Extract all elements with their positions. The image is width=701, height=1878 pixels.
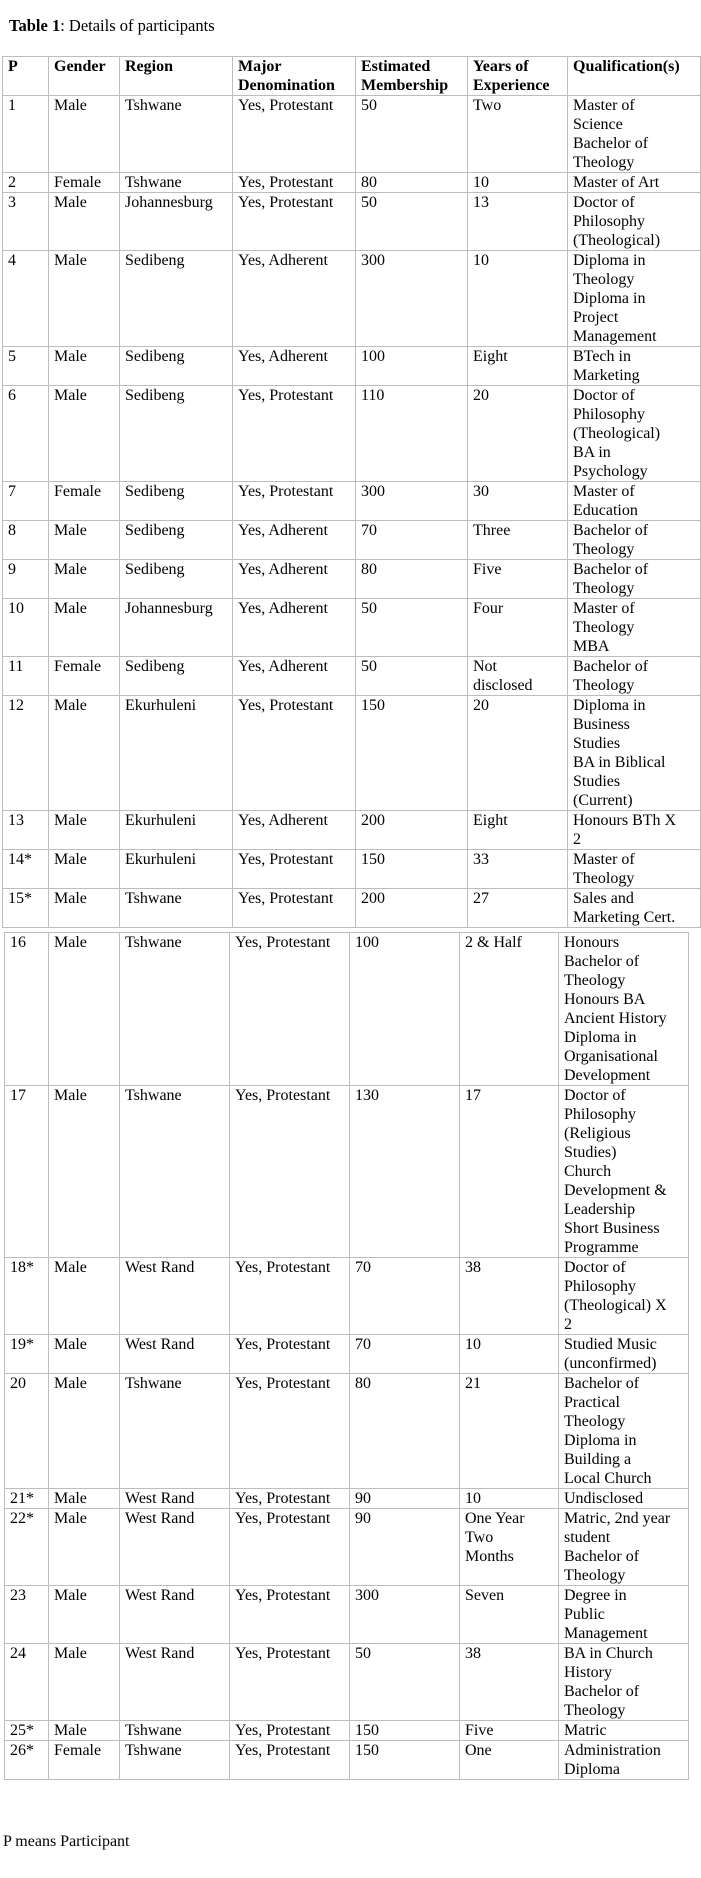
cell-denomination: Yes, Adherent bbox=[233, 251, 356, 347]
cell-membership: 150 bbox=[350, 1721, 460, 1741]
table-row bbox=[3, 657, 701, 696]
cell-gender: Male bbox=[49, 696, 120, 811]
table-caption-label: Table 1 bbox=[9, 16, 61, 35]
table-row bbox=[5, 1374, 689, 1489]
cell-qualifications: Diploma in Business Studies BA in Biblical Studies (Current) bbox=[568, 696, 701, 811]
cell-qualifications: Doctor of Philosophy (Theological) X 2 bbox=[559, 1258, 689, 1335]
cell-gender: Female bbox=[49, 173, 120, 193]
cell-participant: 21* bbox=[5, 1489, 49, 1509]
cell-gender: Male bbox=[49, 1586, 120, 1644]
cell-denomination: Yes, Protestant bbox=[233, 482, 356, 521]
cell-region: Johannesburg bbox=[120, 599, 233, 657]
cell-denomination: Yes, Protestant bbox=[230, 1644, 350, 1721]
cell-participant: 5 bbox=[3, 347, 49, 386]
cell-experience: Seven bbox=[460, 1586, 559, 1644]
cell-qualifications: Bachelor of Theology bbox=[568, 560, 701, 599]
cell-gender: Male bbox=[49, 1258, 120, 1335]
cell-experience: 30 bbox=[468, 482, 568, 521]
cell-gender: Male bbox=[49, 521, 120, 560]
cell-membership: 150 bbox=[350, 1741, 460, 1780]
cell-membership: 90 bbox=[350, 1509, 460, 1586]
cell-qualifications: Master of Theology bbox=[568, 850, 701, 889]
cell-qualifications: Honours BTh X 2 bbox=[568, 811, 701, 850]
cell-qualifications: Honours Bachelor of Theology Honours BA Ancient History Diploma in Organisational Development bbox=[559, 933, 689, 1086]
cell-membership: 100 bbox=[356, 347, 468, 386]
cell-participant: 14* bbox=[3, 850, 49, 889]
cell-region: Tshwane bbox=[120, 1721, 230, 1741]
cell-participant: 11 bbox=[3, 657, 49, 696]
table-row bbox=[3, 889, 701, 928]
cell-region: Tshwane bbox=[120, 1086, 230, 1258]
cell-participant: 18* bbox=[5, 1258, 49, 1335]
cell-membership: 300 bbox=[350, 1586, 460, 1644]
cell-experience: 17 bbox=[460, 1086, 559, 1258]
cell-region: Sedibeng bbox=[120, 386, 233, 482]
cell-membership: 80 bbox=[356, 560, 468, 599]
cell-gender: Male bbox=[49, 1509, 120, 1586]
cell-denomination: Yes, Protestant bbox=[230, 1509, 350, 1586]
cell-membership: 90 bbox=[350, 1489, 460, 1509]
cell-region: West Rand bbox=[120, 1586, 230, 1644]
cell-gender: Male bbox=[49, 193, 120, 251]
cell-region: Tshwane bbox=[120, 173, 233, 193]
table-row bbox=[5, 1335, 689, 1374]
cell-qualifications: Master of Art bbox=[568, 173, 701, 193]
cell-participant: 2 bbox=[3, 173, 49, 193]
cell-qualifications: Administration Diploma bbox=[559, 1741, 689, 1780]
cell-denomination: Yes, Protestant bbox=[233, 850, 356, 889]
cell-denomination: Yes, Protestant bbox=[233, 696, 356, 811]
cell-denomination: Yes, Protestant bbox=[230, 1086, 350, 1258]
cell-experience: One bbox=[460, 1741, 559, 1780]
table-row bbox=[3, 386, 701, 482]
cell-gender: Male bbox=[49, 1374, 120, 1489]
cell-membership: 200 bbox=[356, 889, 468, 928]
cell-qualifications: BTech in Marketing bbox=[568, 347, 701, 386]
table-row bbox=[3, 193, 701, 251]
table-row bbox=[3, 347, 701, 386]
cell-qualifications: Matric, 2nd year student Bachelor of Theology bbox=[559, 1509, 689, 1586]
cell-gender: Male bbox=[49, 889, 120, 928]
cell-region: Tshwane bbox=[120, 1741, 230, 1780]
cell-denomination: Yes, Protestant bbox=[230, 1586, 350, 1644]
cell-experience: Not disclosed bbox=[468, 657, 568, 696]
cell-gender: Male bbox=[49, 1335, 120, 1374]
cell-experience: 20 bbox=[468, 386, 568, 482]
cell-experience: Four bbox=[468, 599, 568, 657]
cell-participant: 25* bbox=[5, 1721, 49, 1741]
cell-membership: 50 bbox=[350, 1644, 460, 1721]
cell-denomination: Yes, Protestant bbox=[233, 386, 356, 482]
cell-membership: 110 bbox=[356, 386, 468, 482]
cell-qualifications: Bachelor of Practical Theology Diploma in Building a Local Church bbox=[559, 1374, 689, 1489]
cell-gender: Male bbox=[49, 386, 120, 482]
cell-qualifications: Bachelor of Theology bbox=[568, 657, 701, 696]
cell-denomination: Yes, Protestant bbox=[230, 1374, 350, 1489]
cell-gender: Female bbox=[49, 482, 120, 521]
cell-qualifications: Matric bbox=[559, 1721, 689, 1741]
cell-participant: 17 bbox=[5, 1086, 49, 1258]
cell-participant: 12 bbox=[3, 696, 49, 811]
cell-qualifications: Bachelor of Theology bbox=[568, 521, 701, 560]
cell-gender: Male bbox=[49, 1644, 120, 1721]
cell-region: Sedibeng bbox=[120, 482, 233, 521]
cell-qualifications: Doctor of Philosophy (Theological) bbox=[568, 193, 701, 251]
header-membership: Estimated Membership bbox=[356, 57, 468, 96]
cell-experience: 38 bbox=[460, 1644, 559, 1721]
table-caption bbox=[9, 16, 215, 36]
cell-region: Sedibeng bbox=[120, 657, 233, 696]
cell-experience: 21 bbox=[460, 1374, 559, 1489]
header-experience: Years of Experience bbox=[468, 57, 568, 96]
cell-qualifications: Doctor of Philosophy (Religious Studies) Church Development & Leadership Short Business Programme bbox=[559, 1086, 689, 1258]
table-row bbox=[5, 1721, 689, 1741]
cell-gender: Male bbox=[49, 850, 120, 889]
cell-membership: 70 bbox=[350, 1258, 460, 1335]
cell-region: West Rand bbox=[120, 1335, 230, 1374]
cell-denomination: Yes, Adherent bbox=[233, 560, 356, 599]
cell-denomination: Yes, Adherent bbox=[233, 521, 356, 560]
cell-experience: 2 & Half bbox=[460, 933, 559, 1086]
cell-denomination: Yes, Adherent bbox=[233, 811, 356, 850]
cell-denomination: Yes, Protestant bbox=[230, 1721, 350, 1741]
cell-participant: 26* bbox=[5, 1741, 49, 1780]
cell-qualifications: Undisclosed bbox=[559, 1489, 689, 1509]
cell-membership: 150 bbox=[356, 850, 468, 889]
cell-region: Johannesburg bbox=[120, 193, 233, 251]
cell-qualifications: Master of Education bbox=[568, 482, 701, 521]
cell-membership: 150 bbox=[356, 696, 468, 811]
cell-experience: One Year Two Months bbox=[460, 1509, 559, 1586]
cell-qualifications: Doctor of Philosophy (Theological) BA in Psychology bbox=[568, 386, 701, 482]
cell-region: Tshwane bbox=[120, 1374, 230, 1489]
cell-gender: Male bbox=[49, 96, 120, 173]
cell-experience: 10 bbox=[460, 1489, 559, 1509]
cell-region: Tshwane bbox=[120, 96, 233, 173]
cell-region: Ekurhuleni bbox=[120, 696, 233, 811]
cell-denomination: Yes, Protestant bbox=[233, 889, 356, 928]
cell-membership: 80 bbox=[356, 173, 468, 193]
cell-participant: 23 bbox=[5, 1586, 49, 1644]
cell-experience: 13 bbox=[468, 193, 568, 251]
cell-qualifications: Master of Theology MBA bbox=[568, 599, 701, 657]
cell-participant: 6 bbox=[3, 386, 49, 482]
cell-membership: 70 bbox=[356, 521, 468, 560]
cell-denomination: Yes, Protestant bbox=[230, 1258, 350, 1335]
cell-denomination: Yes, Protestant bbox=[230, 1489, 350, 1509]
participants-table-part-1 bbox=[2, 56, 701, 928]
cell-experience: Three bbox=[468, 521, 568, 560]
cell-gender: Male bbox=[49, 1086, 120, 1258]
cell-denomination: Yes, Protestant bbox=[230, 933, 350, 1086]
cell-participant: 16 bbox=[5, 933, 49, 1086]
cell-region: Ekurhuleni bbox=[120, 811, 233, 850]
cell-membership: 50 bbox=[356, 96, 468, 173]
cell-denomination: Yes, Adherent bbox=[233, 599, 356, 657]
cell-experience: Five bbox=[468, 560, 568, 599]
cell-participant: 10 bbox=[3, 599, 49, 657]
cell-experience: Five bbox=[460, 1721, 559, 1741]
cell-qualifications: Diploma in Theology Diploma in Project Management bbox=[568, 251, 701, 347]
cell-participant: 13 bbox=[3, 811, 49, 850]
table-row bbox=[3, 811, 701, 850]
table-row bbox=[3, 696, 701, 811]
table-row bbox=[3, 482, 701, 521]
cell-qualifications: Master of Science Bachelor of Theology bbox=[568, 96, 701, 173]
cell-participant: 15* bbox=[3, 889, 49, 928]
cell-denomination: Yes, Adherent bbox=[233, 657, 356, 696]
table-row bbox=[5, 1509, 689, 1586]
cell-membership: 100 bbox=[350, 933, 460, 1086]
cell-experience: 27 bbox=[468, 889, 568, 928]
table-row bbox=[3, 599, 701, 657]
cell-experience: Eight bbox=[468, 347, 568, 386]
table-row bbox=[5, 1741, 689, 1780]
table-row bbox=[5, 1489, 689, 1509]
cell-membership: 70 bbox=[350, 1335, 460, 1374]
cell-participant: 22* bbox=[5, 1509, 49, 1586]
header-denomination: Major Denomination bbox=[233, 57, 356, 96]
cell-membership: 130 bbox=[350, 1086, 460, 1258]
cell-experience: 10 bbox=[460, 1335, 559, 1374]
table-row bbox=[3, 96, 701, 173]
table-row bbox=[5, 1258, 689, 1335]
cell-participant: 24 bbox=[5, 1644, 49, 1721]
cell-participant: 19* bbox=[5, 1335, 49, 1374]
cell-denomination: Yes, Protestant bbox=[230, 1335, 350, 1374]
table-row bbox=[3, 560, 701, 599]
participants-table-part-2 bbox=[4, 932, 689, 1780]
cell-region: West Rand bbox=[120, 1489, 230, 1509]
cell-experience: 38 bbox=[460, 1258, 559, 1335]
table-row bbox=[5, 1586, 689, 1644]
cell-participant: 4 bbox=[3, 251, 49, 347]
header-region: Region bbox=[120, 57, 233, 96]
cell-gender: Male bbox=[49, 1721, 120, 1741]
cell-gender: Male bbox=[49, 251, 120, 347]
cell-denomination: Yes, Protestant bbox=[230, 1741, 350, 1780]
table-row bbox=[5, 1644, 689, 1721]
cell-experience: Eight bbox=[468, 811, 568, 850]
header-participant: P bbox=[3, 57, 49, 96]
cell-denomination: Yes, Protestant bbox=[233, 96, 356, 173]
cell-participant: 3 bbox=[3, 193, 49, 251]
cell-gender: Male bbox=[49, 1489, 120, 1509]
cell-membership: 50 bbox=[356, 193, 468, 251]
cell-qualifications: BA in Church History Bachelor of Theology bbox=[559, 1644, 689, 1721]
table-row bbox=[5, 933, 689, 1086]
cell-qualifications: Sales and Marketing Cert. bbox=[568, 889, 701, 928]
cell-gender: Female bbox=[49, 657, 120, 696]
cell-participant: 1 bbox=[3, 96, 49, 173]
cell-experience: 10 bbox=[468, 251, 568, 347]
header-qualifications: Qualification(s) bbox=[568, 57, 701, 96]
cell-membership: 300 bbox=[356, 482, 468, 521]
cell-qualifications: Studied Music (unconfirmed) bbox=[559, 1335, 689, 1374]
cell-membership: 80 bbox=[350, 1374, 460, 1489]
cell-experience: 33 bbox=[468, 850, 568, 889]
cell-participant: 20 bbox=[5, 1374, 49, 1489]
cell-denomination: Yes, Protestant bbox=[233, 173, 356, 193]
cell-qualifications: Degree in Public Management bbox=[559, 1586, 689, 1644]
cell-region: West Rand bbox=[120, 1258, 230, 1335]
cell-region: Sedibeng bbox=[120, 560, 233, 599]
cell-experience: 20 bbox=[468, 696, 568, 811]
cell-membership: 50 bbox=[356, 599, 468, 657]
table-caption-text: : Details of participants bbox=[60, 16, 215, 35]
table-row bbox=[3, 521, 701, 560]
header-gender: Gender bbox=[49, 57, 120, 96]
cell-region: Tshwane bbox=[120, 889, 233, 928]
cell-region: Sedibeng bbox=[120, 347, 233, 386]
cell-gender: Male bbox=[49, 560, 120, 599]
footnote: P means Participant bbox=[3, 1833, 130, 1850]
table-row bbox=[5, 1086, 689, 1258]
cell-gender: Male bbox=[49, 599, 120, 657]
cell-participant: 8 bbox=[3, 521, 49, 560]
table-row bbox=[3, 173, 701, 193]
cell-gender: Female bbox=[49, 1741, 120, 1780]
table-row bbox=[3, 850, 701, 889]
cell-gender: Male bbox=[49, 933, 120, 1086]
cell-experience: Two bbox=[468, 96, 568, 173]
cell-membership: 300 bbox=[356, 251, 468, 347]
cell-region: Sedibeng bbox=[120, 251, 233, 347]
cell-membership: 50 bbox=[356, 657, 468, 696]
cell-region: West Rand bbox=[120, 1509, 230, 1586]
cell-denomination: Yes, Adherent bbox=[233, 347, 356, 386]
cell-region: Tshwane bbox=[120, 933, 230, 1086]
cell-participant: 7 bbox=[3, 482, 49, 521]
cell-experience: 10 bbox=[468, 173, 568, 193]
cell-denomination: Yes, Protestant bbox=[233, 193, 356, 251]
table-row bbox=[3, 251, 701, 347]
table-header-row bbox=[3, 57, 701, 96]
cell-gender: Male bbox=[49, 811, 120, 850]
cell-participant: 9 bbox=[3, 560, 49, 599]
cell-region: Ekurhuleni bbox=[120, 850, 233, 889]
cell-region: Sedibeng bbox=[120, 521, 233, 560]
cell-membership: 200 bbox=[356, 811, 468, 850]
cell-region: West Rand bbox=[120, 1644, 230, 1721]
cell-gender: Male bbox=[49, 347, 120, 386]
